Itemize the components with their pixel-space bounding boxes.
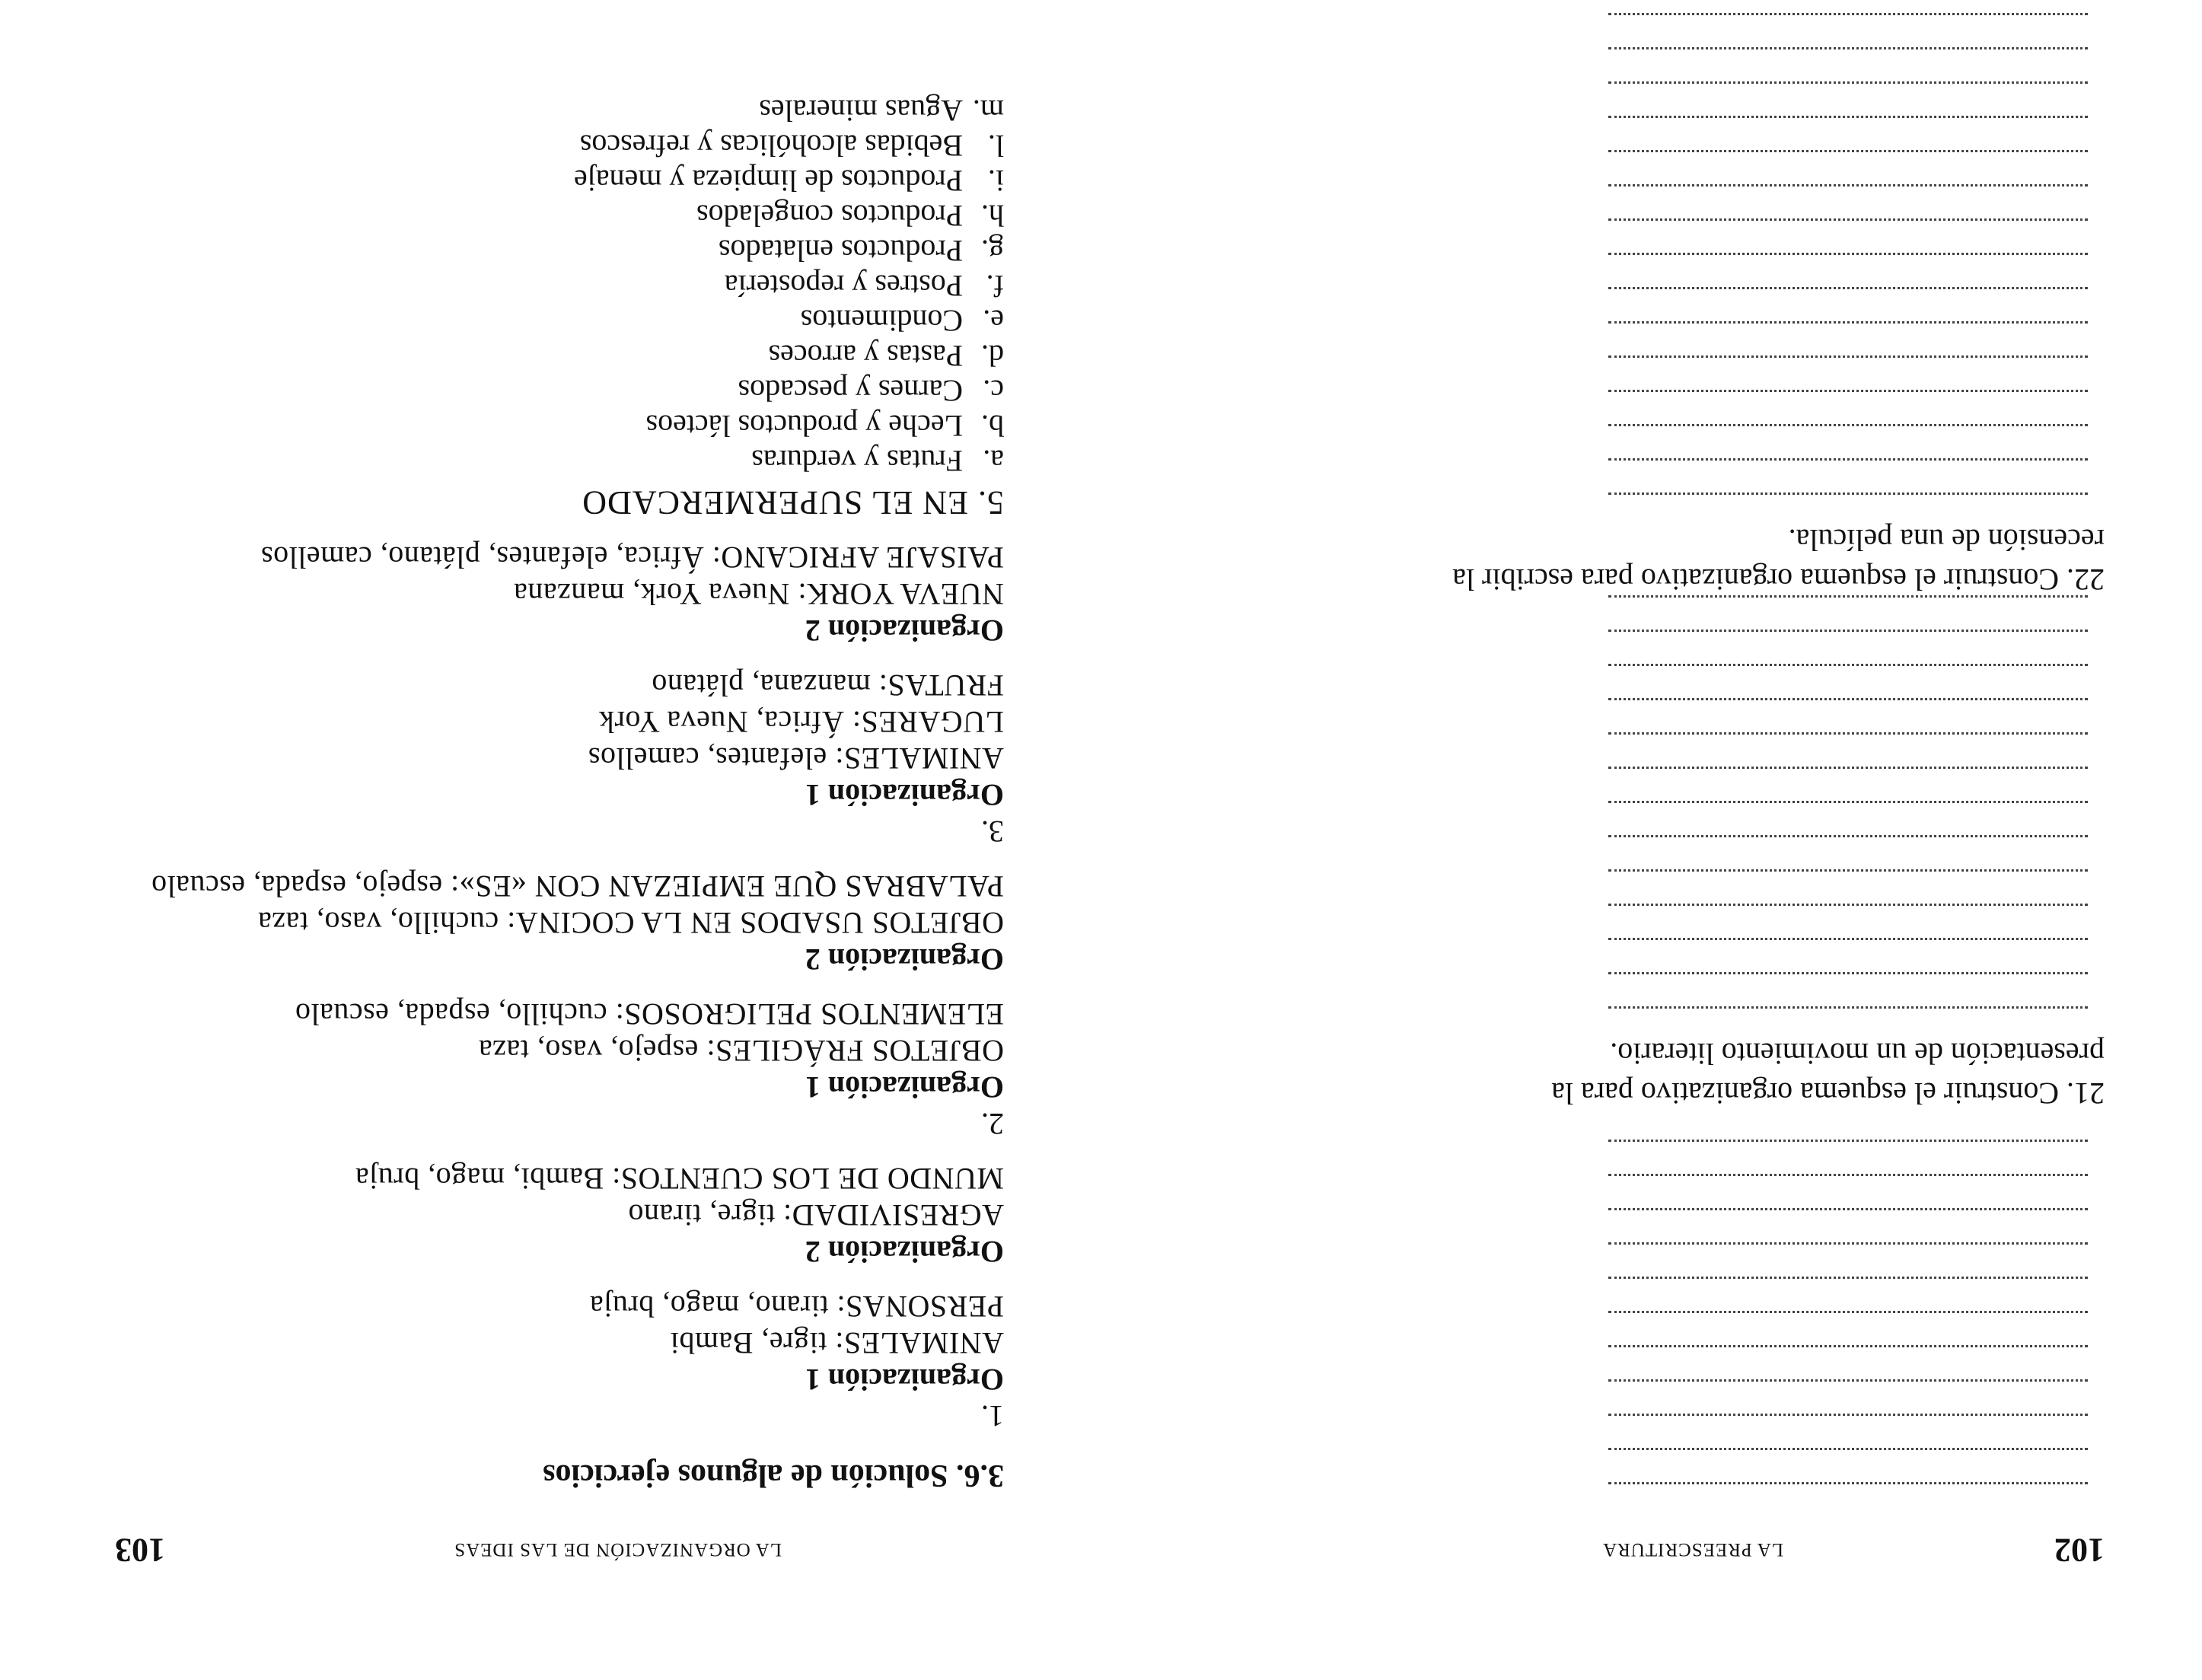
exercise-5-title: 5. EN EL SUPERMERCADO	[582, 484, 1004, 521]
answer-line	[1608, 150, 2088, 184]
item-text: Leche y productos lácteos	[645, 409, 963, 443]
running-head: LA PREESCRITURA	[1602, 1539, 1783, 1560]
answer-line	[1608, 767, 2088, 801]
answer-line	[1608, 1482, 2088, 1516]
answer-line	[1608, 1140, 2088, 1174]
answer-line	[1608, 116, 2088, 150]
list-item	[121, 198, 1004, 233]
answer-line	[1608, 1208, 2088, 1242]
solution-line: MUNDO DE LOS CUENTOS: Bambi, mago, bruja	[355, 1162, 1004, 1196]
answer-line	[1608, 47, 2088, 81]
list-item	[121, 233, 1004, 268]
solution-line: AGRESIVIDAD: tigre, tirano	[627, 1198, 1004, 1232]
answer-line	[1608, 972, 2088, 1006]
list-item	[121, 443, 1004, 478]
answer-line	[1608, 630, 2088, 664]
solutions-content	[121, 93, 1004, 1494]
answer-line	[1608, 424, 2088, 458]
answer-line	[1608, 1174, 2088, 1208]
answer-line	[1608, 1242, 2088, 1277]
answer-line	[1608, 13, 2088, 47]
answer-lines-middle	[1608, 595, 2088, 1041]
item-text: Carnes y pescados	[738, 374, 963, 408]
item-letter: f.	[986, 269, 1004, 303]
answer-line	[1608, 1414, 2088, 1448]
answer-line	[1608, 184, 2088, 218]
answer-line	[1608, 355, 2088, 390]
solution-line: OBJETOS FRÁGILES: espejo, vaso, taza	[478, 1034, 1004, 1068]
answer-lines-top	[1608, 1140, 2088, 1516]
list-item	[121, 268, 1004, 303]
answer-line	[1608, 595, 2088, 630]
item-letter: c.	[983, 374, 1004, 408]
item-text: Productos congelados	[696, 199, 963, 233]
answer-line	[1608, 835, 2088, 869]
organization-label: Organización 1	[805, 1070, 1004, 1105]
answer-line	[1608, 801, 2088, 835]
section-title: 3.6. Solución de algunos ejercicios	[543, 1458, 1004, 1493]
answer-line	[1608, 1345, 2088, 1379]
item-letter: i.	[987, 164, 1004, 198]
exercise-text: Construir el esquema organizativo para la presentación de un movimiento literario.	[1551, 1037, 2105, 1111]
solution-line: NUEVA YORK: Nueva York, manzana	[513, 577, 1004, 611]
item-letter: a.	[983, 444, 1004, 478]
exercise-number: 1.	[981, 1399, 1004, 1433]
item-letter: l.	[987, 129, 1004, 163]
organization-label: Organización 1	[805, 1363, 1004, 1397]
solution-line: LUGARES: África, Nueva York	[598, 705, 1004, 739]
answer-line	[1608, 869, 2088, 904]
item-letter: e.	[983, 304, 1004, 338]
answer-line	[1608, 664, 2088, 698]
exercise-number: 3.	[981, 814, 1004, 849]
list-item	[121, 93, 1004, 128]
item-text: Frutas y verduras	[751, 444, 963, 478]
item-text: Productos de limpieza y menaje	[574, 164, 963, 198]
item-letter: m.	[972, 94, 1004, 128]
answer-line	[1608, 732, 2088, 767]
answer-line	[1608, 1379, 2088, 1414]
item-text: Productos enlatados	[718, 234, 963, 268]
item-letter: h.	[981, 199, 1004, 233]
page-number: 103	[115, 1532, 165, 1569]
item-text: Aguas minerales	[759, 94, 963, 128]
answer-line	[1608, 1311, 2088, 1345]
solution-line: ANIMALES: elefantes, camellos	[588, 741, 1004, 776]
answer-line	[1608, 321, 2088, 355]
solution-line: PALABRAS QUE EMPIEZAN CON «ES»: espejo, espada, escualo	[151, 869, 1004, 904]
answer-line	[1608, 493, 2088, 527]
item-text: Bebidas alcohólicas y refrescos	[579, 129, 963, 163]
list-item	[121, 303, 1004, 338]
solution-line: FRUTAS: manzana, plátano	[651, 668, 1004, 703]
list-item	[121, 408, 1004, 443]
answer-line	[1608, 390, 2088, 424]
list-item	[121, 338, 1004, 373]
page-number: 102	[2054, 1532, 2105, 1569]
solution-line: PAISAJE AFRICANO: África, elefantes, plátano, camellos	[260, 540, 1004, 575]
list-item	[121, 163, 1004, 198]
answer-line	[1608, 218, 2088, 253]
item-letter: b.	[981, 409, 1004, 443]
answer-line	[1608, 287, 2088, 321]
exercise-number: 22.	[2067, 563, 2105, 597]
page-102	[1101, 0, 2202, 1680]
answer-line	[1608, 1006, 2088, 1041]
solution-line: ANIMALES: tigre, Bambi	[670, 1326, 1004, 1360]
answer-line	[1608, 904, 2088, 938]
answer-line	[1608, 253, 2088, 287]
organization-label: Organización 1	[805, 778, 1004, 812]
supermarket-list	[121, 93, 1004, 478]
solution-line: ELEMENTOS PELIGROSOS: cuchillo, espada, escualo	[295, 997, 1004, 1031]
organization-label: Organización 2	[805, 942, 1004, 977]
item-letter: d.	[981, 339, 1004, 373]
answer-line	[1608, 1448, 2088, 1482]
exercise-text: Construir el esquema organizativo para escribir la recensión de una película.	[1452, 523, 2105, 597]
answer-line	[1608, 81, 2088, 116]
solution-line: OBJETOS USADOS EN LA COCINA: cuchillo, vaso, taza	[257, 906, 1004, 940]
exercise-22	[1435, 520, 2105, 599]
exercise-number: 21.	[2067, 1076, 2105, 1111]
exercise-21	[1435, 1034, 2105, 1113]
answer-line	[1608, 698, 2088, 732]
organization-label: Organización 2	[805, 1235, 1004, 1269]
answer-line	[1608, 1277, 2088, 1311]
solution-line: PERSONAS: tirano, mago, bruja	[589, 1289, 1004, 1324]
answer-lines-bottom	[1608, 13, 2088, 527]
item-text: Pastas y arroces	[768, 339, 963, 373]
organization-label: Organización 2	[805, 614, 1004, 648]
answer-line	[1608, 938, 2088, 972]
item-text: Condimentos	[800, 304, 963, 338]
running-head: LA ORGANIZACIÓN DE LAS IDEAS	[454, 1539, 782, 1560]
list-item	[121, 373, 1004, 408]
item-text: Postres y repostería	[724, 269, 963, 303]
exercise-number: 2.	[981, 1107, 1004, 1141]
item-letter: g.	[981, 234, 1004, 268]
list-item	[121, 128, 1004, 163]
answer-line	[1608, 458, 2088, 493]
